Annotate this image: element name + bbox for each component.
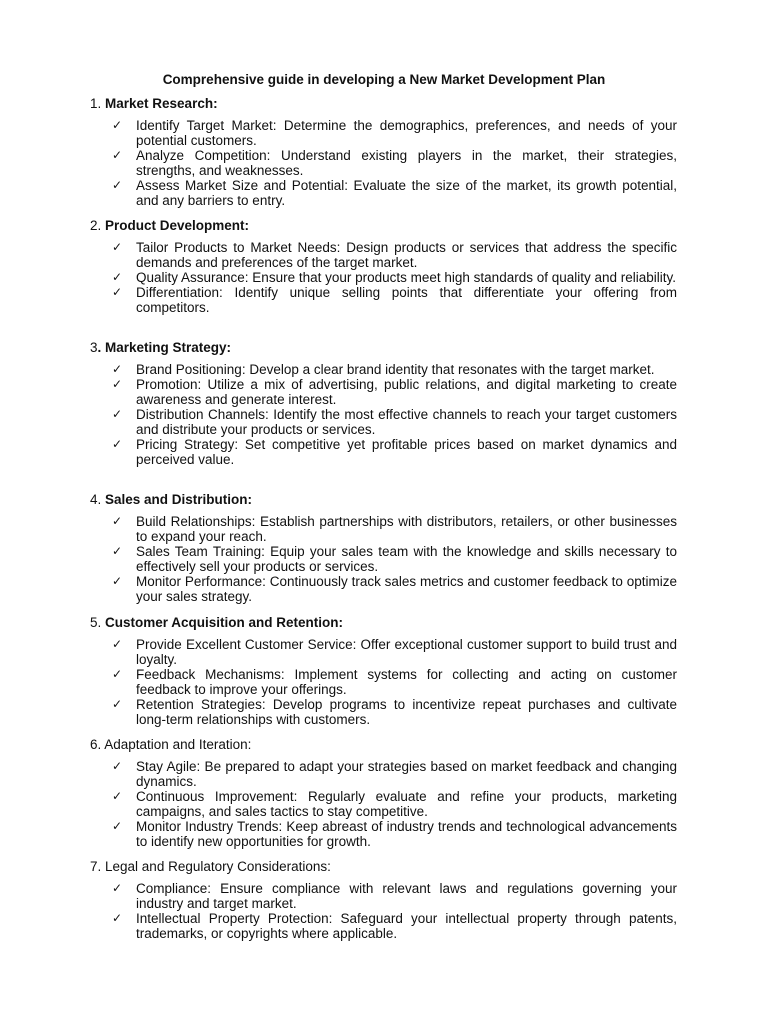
checklist — [112, 759, 677, 849]
checklist-item — [112, 118, 677, 148]
checklist-item — [112, 285, 677, 315]
section-title: Legal and Regulatory Considerations: — [105, 859, 331, 874]
section-number: 2. — [90, 218, 106, 233]
checkmark-icon: ✓ — [112, 437, 123, 451]
checkmark-icon: ✓ — [112, 285, 123, 299]
section-heading — [90, 340, 231, 356]
checklist-item — [112, 270, 677, 285]
checkmark-icon: ✓ — [112, 362, 123, 376]
checklist-item — [112, 544, 677, 574]
document-title: Comprehensive guide in developing a New Market Development Plan — [162, 72, 606, 87]
checklist-item-text: Analyze Competition: Understand existing players in the market, their strategies, strengths, and weaknesses. — [136, 148, 677, 178]
checklist-item-text: Pricing Strategy: Set competitive yet profitable prices based on market dynamics and perceived value. — [136, 437, 677, 467]
checklist — [112, 240, 677, 315]
checkmark-icon: ✓ — [112, 544, 123, 558]
checklist — [112, 637, 677, 727]
checkmark-icon: ✓ — [112, 697, 123, 711]
checkmark-icon: ✓ — [112, 178, 123, 192]
section-heading — [90, 737, 251, 753]
checkmark-icon: ✓ — [112, 407, 123, 421]
checklist-item — [112, 819, 677, 849]
checklist-item-text: Differentiation: Identify unique selling points that differentiate your offering from competitors. — [136, 285, 677, 315]
checklist-item-text: Feedback Mechanisms: Implement systems for collecting and acting on customer feedback to improve your offerings. — [136, 667, 677, 697]
checklist-item — [112, 911, 677, 941]
checklist-item-text: Monitor Industry Trends: Keep abreast of industry trends and technological advancements to identify new opportunities for growth. — [136, 819, 677, 849]
section-heading — [90, 859, 331, 875]
checklist-item-text: Retention Strategies: Develop programs to incentivize repeat purchases and cultivate long-term relationships with customers. — [136, 697, 677, 727]
checklist — [112, 514, 677, 604]
section-number: 7. — [90, 859, 106, 874]
checklist-item — [112, 362, 677, 377]
checklist-item-text: Intellectual Property Protection: Safeguard your intellectual property through patents, trademarks, or copyrights where applicable. — [136, 911, 677, 941]
checklist-item — [112, 178, 677, 208]
checkmark-icon: ✓ — [112, 667, 123, 681]
checklist-item — [112, 881, 677, 911]
section-heading — [90, 96, 218, 112]
checkmark-icon: ✓ — [112, 118, 123, 132]
checkmark-icon: ✓ — [112, 514, 123, 528]
section-number: 1. — [90, 96, 106, 111]
section-number: 4. — [90, 492, 106, 507]
checklist-item-text: Compliance: Ensure compliance with relevant laws and regulations governing your industry and target market. — [136, 881, 677, 911]
checklist-item-text: Assess Market Size and Potential: Evaluate the size of the market, its growth potential, and any barriers to entry. — [136, 178, 677, 208]
section-heading — [90, 218, 249, 234]
checkmark-icon: ✓ — [112, 637, 123, 651]
checklist-item-text: Identify Target Market: Determine the demographics, preferences, and needs of your potential customers. — [136, 118, 677, 148]
checklist-item — [112, 667, 677, 697]
checklist-item — [112, 514, 677, 544]
section-title: Sales and Distribution: — [105, 492, 253, 507]
checklist-item — [112, 407, 677, 437]
checklist-item-text: Promotion: Utilize a mix of advertising, public relations, and digital marketing to create awareness and generate interest. — [136, 377, 677, 407]
checkmark-icon: ✓ — [112, 270, 123, 284]
checklist-item — [112, 240, 677, 270]
checkmark-icon: ✓ — [112, 574, 123, 588]
checklist — [112, 118, 677, 208]
checkmark-icon: ✓ — [112, 819, 123, 833]
checklist-item-text: Monitor Performance: Continuously track sales metrics and customer feedback to optimize your sales strategy. — [136, 574, 677, 604]
section-title: . Marketing Strategy: — [97, 340, 232, 355]
section-heading — [90, 615, 343, 631]
checklist — [112, 881, 677, 941]
checkmark-icon: ✓ — [112, 240, 123, 254]
checklist-item — [112, 574, 677, 604]
section-title: Product Development: — [105, 218, 250, 233]
section-number: 6. — [90, 737, 105, 752]
checklist-item — [112, 377, 677, 407]
checkmark-icon: ✓ — [112, 881, 123, 895]
section-title: Customer Acquisition and Retention: — [105, 615, 344, 630]
checklist — [112, 362, 677, 467]
checklist-item — [112, 697, 677, 727]
section-heading — [90, 492, 252, 508]
checkmark-icon: ✓ — [112, 789, 123, 803]
checklist-item-text: Brand Positioning: Develop a clear brand identity that resonates with the target market. — [136, 362, 655, 377]
checklist-item — [112, 789, 677, 819]
checkmark-icon: ✓ — [112, 759, 123, 773]
section-number: 5. — [90, 615, 106, 630]
checkmark-icon: ✓ — [112, 148, 123, 162]
checklist-item-text: Provide Excellent Customer Service: Offer exceptional customer support to build trust and loyalty. — [136, 637, 677, 667]
section-title: Market Research: — [105, 96, 218, 111]
checklist-item — [112, 148, 677, 178]
section-title: Adaptation and Iteration: — [104, 737, 252, 752]
checkmark-icon: ✓ — [112, 911, 123, 925]
checklist-item — [112, 637, 677, 667]
checklist-item-text: Distribution Channels: Identify the most effective channels to reach your target customers and distribute your products or services. — [136, 407, 677, 437]
checklist-item-text: Continuous Improvement: Regularly evaluate and refine your products, marketing campaigns, and sales tactics to stay competitive. — [136, 789, 677, 819]
checklist-item — [112, 759, 677, 789]
checklist-item-text: Stay Agile: Be prepared to adapt your strategies based on market feedback and changing dynamics. — [136, 759, 677, 789]
checkmark-icon: ✓ — [112, 377, 123, 391]
checklist-item-text: Build Relationships: Establish partnerships with distributors, retailers, or other businesses to expand your reach. — [136, 514, 677, 544]
checklist-item-text: Tailor Products to Market Needs: Design products or services that address the specific demands and preferences of the target market. — [136, 240, 677, 270]
checklist-item — [112, 437, 677, 467]
checklist-item-text: Quality Assurance: Ensure that your products meet high standards of quality and reliability. — [136, 270, 677, 285]
section-number: 3 — [90, 340, 98, 355]
checklist-item-text: Sales Team Training: Equip your sales team with the knowledge and skills necessary to effectively sell your products or services. — [136, 544, 677, 574]
